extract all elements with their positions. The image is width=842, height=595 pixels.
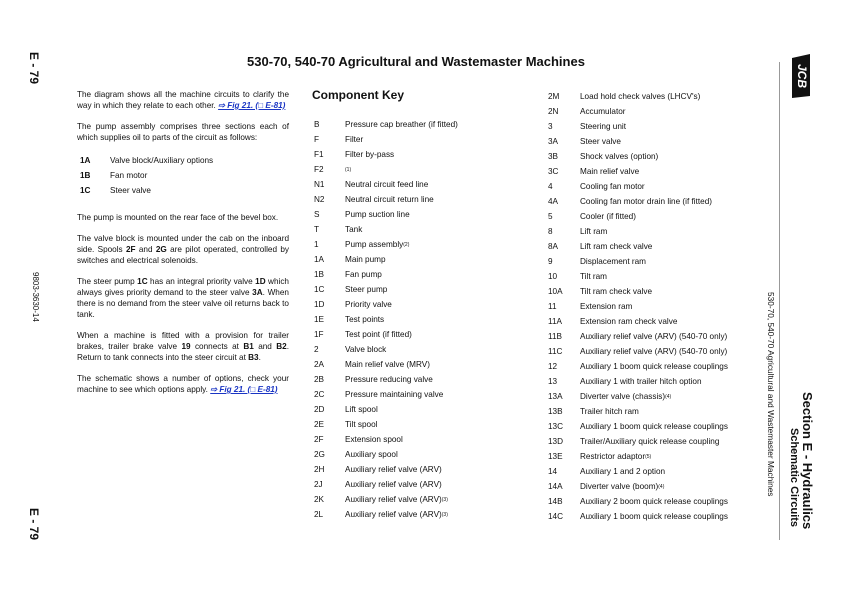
key-label: Auxiliary relief valve (ARV) (540-70 only) bbox=[580, 332, 728, 341]
key-label: Tilt spool bbox=[345, 420, 378, 429]
key-code: 13B bbox=[548, 407, 563, 416]
pump-sections-list bbox=[77, 153, 289, 198]
key-label: Auxiliary 2 boom quick release couplings bbox=[580, 497, 728, 506]
key-label: Test points bbox=[345, 315, 385, 324]
key-row bbox=[548, 149, 728, 164]
key-code: 13A bbox=[548, 392, 563, 401]
key-label: Displacement ram bbox=[580, 257, 646, 266]
intro-paragraph-3: The pump is mounted on the rear face of the bevel box. bbox=[77, 213, 279, 222]
key-code: 1C bbox=[314, 285, 325, 294]
key-label: Auxiliary 1 and 2 option bbox=[580, 467, 666, 476]
key-row bbox=[314, 297, 458, 312]
key-code: 13D bbox=[548, 437, 564, 446]
key-row: 13E Restrictor adaptor (5) bbox=[548, 452, 652, 461]
key-code: 3 bbox=[548, 122, 553, 131]
key-row bbox=[314, 267, 458, 282]
key-row bbox=[314, 432, 458, 447]
list-item: 1C Steer valve bbox=[80, 186, 151, 195]
key-label: Valve block bbox=[345, 345, 387, 354]
key-code: 3B bbox=[548, 152, 559, 161]
key-code: 13C bbox=[548, 422, 564, 431]
key-row bbox=[548, 164, 728, 179]
list-item: 1A Valve block/Auxiliary options bbox=[80, 156, 214, 165]
key-code: 14B bbox=[548, 497, 563, 506]
key-row bbox=[548, 119, 728, 134]
key-label: Extension ram bbox=[580, 302, 633, 311]
key-row bbox=[548, 104, 728, 119]
key-label: Extension spool bbox=[345, 435, 403, 444]
key-label: Steer pump bbox=[345, 285, 388, 294]
key-label: Pressure reducing valve bbox=[345, 375, 433, 384]
key-code: 11 bbox=[548, 302, 557, 311]
key-row bbox=[548, 299, 728, 314]
key-code: 3C bbox=[548, 167, 559, 176]
key-code: 2E bbox=[314, 420, 325, 429]
key-row bbox=[548, 284, 728, 299]
intro-paragraph-6: When a machine is fitted with a provision for trailer brakes, trailer brake valve 19 connects at B1 and B2. Return to tank connects into the steer circuit at B3. bbox=[77, 331, 289, 362]
key-label: Pressure cap breather (if fitted) bbox=[345, 120, 458, 129]
key-label: Auxiliary relief valve (ARV) bbox=[345, 495, 442, 504]
intro-paragraph-5: The steer pump 1C has an integral priority valve 1D which always gives priority demand to the steer valve 3A. When there is no demand from the steer valve oil returns back to tank. bbox=[77, 277, 289, 319]
key-row bbox=[548, 89, 728, 104]
key-row bbox=[314, 327, 458, 342]
key-label: Steer valve bbox=[580, 137, 621, 146]
key-row bbox=[548, 419, 728, 434]
key-label: Tilt ram bbox=[580, 272, 607, 281]
key-code: 1D bbox=[314, 300, 325, 309]
key-label: Diverter valve (boom) bbox=[580, 482, 659, 491]
key-label: Trailer/Auxiliary quick release coupling bbox=[580, 437, 720, 446]
machines-caption: 530-70, 540-70 Agricultural and Wastemaster Machines bbox=[766, 292, 776, 497]
key-row bbox=[314, 342, 458, 357]
intro-paragraph-2: The pump assembly comprises three sections each of which supplies oil to parts of the circuit as follows: bbox=[77, 122, 289, 142]
key-code: 2D bbox=[314, 405, 325, 414]
key-row bbox=[548, 464, 728, 479]
key-label: Steering unit bbox=[580, 122, 626, 131]
key-label: Main relief valve (MRV) bbox=[345, 360, 430, 369]
key-label: Neutral circuit feed line bbox=[345, 180, 429, 189]
key-code: 2J bbox=[314, 480, 323, 489]
key-label: Auxiliary relief valve (ARV) (540-70 only) bbox=[580, 347, 728, 356]
key-row bbox=[548, 344, 728, 359]
key-row bbox=[314, 177, 458, 192]
key-label: Diverter valve (chassis) bbox=[580, 392, 666, 401]
key-row bbox=[548, 434, 728, 449]
key-label: Cooler (if fitted) bbox=[580, 212, 636, 221]
key-row bbox=[548, 404, 728, 419]
intro-paragraph-4: The valve block is mounted under the cab on the inboard side. Spools 2F and 2G are pilot operated, controlled by switches and electrical solenoids. bbox=[77, 234, 289, 265]
key-label: Auxiliary 1 boom quick release couplings bbox=[580, 362, 728, 371]
key-row bbox=[314, 447, 458, 462]
key-code: 2F bbox=[314, 435, 324, 444]
jcb-logo bbox=[789, 52, 813, 100]
key-code: 11A bbox=[548, 317, 562, 326]
key-code: T bbox=[314, 225, 320, 234]
key-row bbox=[314, 282, 458, 297]
key-row bbox=[314, 312, 458, 327]
key-label: Main pump bbox=[345, 255, 386, 264]
component-key-column-1 bbox=[314, 117, 458, 522]
key-code: 14 bbox=[548, 467, 558, 476]
list-item: 1B Fan motor bbox=[80, 171, 148, 180]
key-row bbox=[314, 372, 458, 387]
svg-text:JCB: JCB bbox=[794, 63, 809, 89]
key-label: Filter bbox=[345, 135, 364, 144]
key-row: F2 (1) bbox=[314, 165, 352, 174]
key-row bbox=[548, 239, 728, 254]
key-code: 2N bbox=[548, 107, 559, 116]
key-row: 13A Diverter valve (chassis) (4) bbox=[548, 392, 672, 401]
key-code: F1 bbox=[314, 150, 324, 159]
key-code: 2K bbox=[314, 495, 325, 504]
key-label: Lift ram bbox=[580, 227, 608, 236]
key-code: 2C bbox=[314, 390, 325, 399]
page-number-bottom: E - 79 bbox=[27, 508, 41, 541]
key-label: Pump suction line bbox=[345, 210, 410, 219]
key-label: Tilt ram check valve bbox=[580, 287, 653, 296]
key-label: Trailer hitch ram bbox=[580, 407, 639, 416]
divider-line bbox=[779, 62, 780, 540]
key-label: Restrictor adaptor bbox=[580, 452, 646, 461]
key-code: 11B bbox=[548, 332, 562, 341]
key-code: 1 bbox=[314, 240, 319, 249]
key-code: 13E bbox=[548, 452, 563, 461]
component-key-heading: Component Key bbox=[312, 88, 405, 102]
key-label: Pressure maintaining valve bbox=[345, 390, 444, 399]
key-code: 1F bbox=[314, 330, 324, 339]
key-code: B bbox=[314, 120, 320, 129]
key-label: Fan pump bbox=[345, 270, 382, 279]
key-code: 1B bbox=[314, 270, 325, 279]
key-row bbox=[314, 357, 458, 372]
key-code: 10 bbox=[548, 272, 558, 281]
key-label: Load hold check valves (LHCV's) bbox=[580, 92, 701, 101]
key-row bbox=[548, 359, 728, 374]
key-row: 1 Pump assembly (2) bbox=[314, 240, 410, 249]
intro-paragraph-1: The diagram shows all the machine circuits to clarify the way in which they relate to each other. ⇨ Fig 21. (□ E-81) bbox=[77, 90, 289, 110]
key-label: Lift spool bbox=[345, 405, 378, 414]
key-code: 14C bbox=[548, 512, 564, 521]
key-label: Lift ram check valve bbox=[580, 242, 653, 251]
key-code: 5 bbox=[548, 212, 553, 221]
key-code: 14A bbox=[548, 482, 563, 491]
key-row: 14A Diverter valve (boom) (4) bbox=[548, 482, 665, 491]
key-code: 13 bbox=[548, 377, 558, 386]
key-row bbox=[548, 194, 728, 209]
key-row bbox=[314, 477, 458, 492]
key-row bbox=[548, 134, 728, 149]
key-row bbox=[314, 192, 458, 207]
key-label: Test point (if fitted) bbox=[345, 330, 412, 339]
key-code: 12 bbox=[548, 362, 558, 371]
key-code: 2L bbox=[314, 510, 324, 519]
key-code: 8 bbox=[548, 227, 553, 236]
key-code: N1 bbox=[314, 180, 325, 189]
key-label: Auxiliary 1 with trailer hitch option bbox=[580, 377, 702, 386]
component-key-column-2 bbox=[548, 89, 728, 524]
key-row bbox=[314, 402, 458, 417]
key-code: 2G bbox=[314, 450, 325, 459]
key-row: 2L Auxiliary relief valve (ARV) (3) bbox=[314, 510, 448, 519]
key-row bbox=[548, 314, 728, 329]
key-row bbox=[548, 374, 728, 389]
figure-link[interactable]: ⇨ Fig 21. (□ E-81) bbox=[218, 101, 286, 110]
key-row bbox=[548, 329, 728, 344]
key-label: Accumulator bbox=[580, 107, 626, 116]
key-code: 4A bbox=[548, 197, 559, 206]
key-label: Main relief valve bbox=[580, 167, 640, 176]
key-code: F2 bbox=[314, 165, 324, 174]
section-title: Section E - Hydraulics bbox=[800, 392, 815, 530]
key-row bbox=[314, 147, 458, 162]
key-row bbox=[548, 254, 728, 269]
key-row: 2K Auxiliary relief valve (ARV) (3) bbox=[314, 495, 448, 504]
key-code: 8A bbox=[548, 242, 559, 251]
intro-text bbox=[77, 89, 289, 405]
key-label: Auxiliary 1 boom quick release couplings bbox=[580, 512, 728, 521]
key-row bbox=[548, 269, 728, 284]
key-label: Priority valve bbox=[345, 300, 392, 309]
key-code: 2A bbox=[314, 360, 325, 369]
key-code: 3A bbox=[548, 137, 559, 146]
key-label: Shock valves (option) bbox=[580, 152, 659, 161]
key-label: Auxiliary 1 boom quick release couplings bbox=[580, 422, 728, 431]
key-row bbox=[314, 252, 458, 267]
key-code: 2 bbox=[314, 345, 319, 354]
key-label: Pump assembly bbox=[345, 240, 404, 249]
key-code: F bbox=[314, 135, 320, 144]
key-code: 11C bbox=[548, 347, 563, 356]
key-label: Filter by-pass bbox=[345, 150, 395, 159]
key-row bbox=[314, 417, 458, 432]
key-row bbox=[314, 132, 458, 147]
key-row bbox=[314, 387, 458, 402]
key-code: 2B bbox=[314, 375, 325, 384]
key-label: Cooling fan motor bbox=[580, 182, 645, 191]
key-row bbox=[314, 462, 458, 477]
key-row bbox=[548, 209, 728, 224]
key-label: Auxiliary relief valve (ARV) bbox=[345, 510, 442, 519]
key-code: 1A bbox=[314, 255, 325, 264]
key-code: 9 bbox=[548, 257, 553, 266]
key-label: Auxiliary relief valve (ARV) bbox=[345, 465, 442, 474]
key-label: Tank bbox=[345, 225, 363, 234]
key-row bbox=[548, 179, 728, 194]
document-number: 9803-3630-14 bbox=[31, 272, 40, 322]
key-code: S bbox=[314, 210, 320, 219]
key-row bbox=[314, 117, 458, 132]
key-row bbox=[548, 224, 728, 239]
key-row bbox=[314, 222, 458, 237]
key-row bbox=[548, 509, 728, 524]
key-label: Neutral circuit return line bbox=[345, 195, 434, 204]
key-code: 10A bbox=[548, 287, 563, 296]
key-label: Auxiliary spool bbox=[345, 450, 398, 459]
key-row bbox=[548, 494, 728, 509]
figure-link[interactable]: ⇨ Fig 21. (□ E-81) bbox=[210, 385, 278, 394]
page-title: 530-70, 540-70 Agricultural and Wastemaster Machines bbox=[247, 54, 585, 69]
intro-paragraph-7: The schematic shows a number of options, check your machine to see which options apply. ⇨ Fig 21. (□ E-81) bbox=[77, 374, 289, 394]
section-subtitle: Schematic Circuits bbox=[788, 428, 800, 528]
key-row bbox=[314, 207, 458, 222]
key-code: 2M bbox=[548, 92, 560, 101]
key-code: 2H bbox=[314, 465, 325, 474]
key-code: 4 bbox=[548, 182, 553, 191]
page-number-top: E - 79 bbox=[27, 52, 41, 85]
key-label: Auxiliary relief valve (ARV) bbox=[345, 480, 442, 489]
key-label: Cooling fan motor drain line (if fitted) bbox=[580, 197, 712, 206]
key-label: Extension ram check valve bbox=[580, 317, 678, 326]
key-code: 1E bbox=[314, 315, 325, 324]
key-code: N2 bbox=[314, 195, 325, 204]
